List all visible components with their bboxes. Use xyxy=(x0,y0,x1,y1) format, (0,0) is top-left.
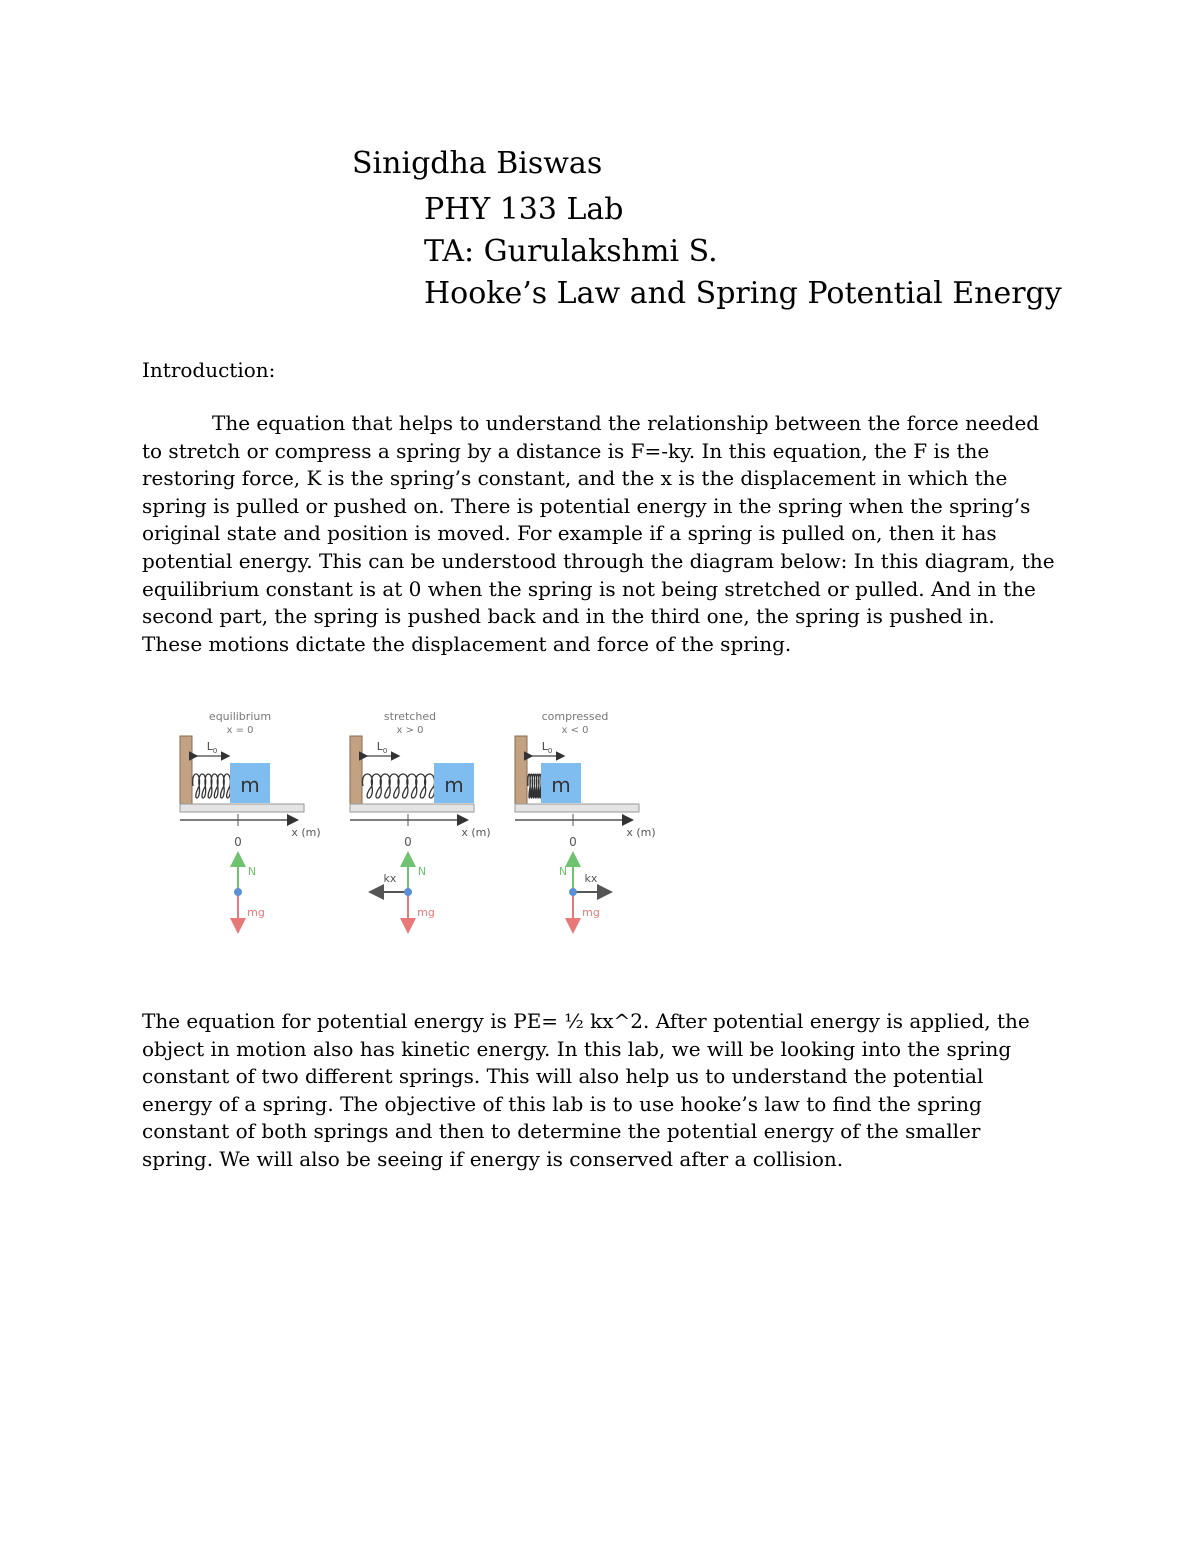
spring-states-diagram xyxy=(170,700,670,940)
floor xyxy=(180,804,304,812)
panel-title: compressed xyxy=(541,710,609,723)
origin-label: 0 xyxy=(234,835,242,849)
weight-label: mg xyxy=(247,906,265,919)
lab-title: Hooke’s Law and Spring Potential Energy xyxy=(424,276,1062,311)
length-label: $L_0$ xyxy=(541,740,553,755)
spring-coil xyxy=(528,774,541,798)
potential-energy-paragraph: The equation for potential energy is PE= ½ kx^2. After potential energy is applied, the object in motion also has kinetic energy. In this lab, we will be looking into the spring constant of two different springs. This will also help us to understand the potential energy of a spring. The objective of this lab is to use hooke’s law to find the spring constant of both springs and then to determine the potential energy of the smaller spring. We will also be seeing if energy is conserved after a collision. xyxy=(142,1009,1030,1171)
origin-label: 0 xyxy=(404,835,412,849)
introduction-heading: Introduction: xyxy=(142,358,276,382)
length-label: $L_0$ xyxy=(206,740,218,755)
spring-force-label: kx xyxy=(584,872,598,885)
introduction-paragraph: The equation that helps to understand the relationship between the force needed to stretch or compress a spring by a distance is F=-ky. In this equation, the F is the restoring force, K is the spring’s constant, and the x is the displacement in which the spring is pulled or pushed on. There is potential energy in the spring when the spring’s original state and position is moved. For example if a spring is pulled on, then it has potential energy. This can be understood through the diagram below: In this diagram, the equilibrium constant is at 0 when the spring is not being stretched or pulled. And in the second part, the spring is pushed back and in the third one, the spring is pushed in. These motions dictate the displacement and force of the spring. xyxy=(142,411,1055,656)
mass-label: m xyxy=(444,773,464,797)
mass-label: m xyxy=(240,773,260,797)
spring-panel-equilibrium xyxy=(180,710,321,930)
origin-label: 0 xyxy=(569,835,577,849)
axis-label: x (m) xyxy=(461,826,491,839)
normal-force-label: N xyxy=(558,865,568,878)
weight-label: mg xyxy=(582,906,600,919)
panel-condition: x > 0 xyxy=(396,725,424,736)
axis-label: x (m) xyxy=(291,826,321,839)
spring-force-label: kx xyxy=(383,872,397,885)
author-name: Sinigdha Biswas xyxy=(352,146,603,181)
spring-coil xyxy=(193,774,231,798)
body-dot xyxy=(569,888,577,896)
mass-label: m xyxy=(551,773,571,797)
length-label: $L_0$ xyxy=(376,740,388,755)
panel-condition: x < 0 xyxy=(561,725,589,736)
panel-title: equilibrium xyxy=(208,710,272,723)
weight-label: mg xyxy=(417,906,435,919)
panel-condition: x = 0 xyxy=(226,725,254,736)
spring-panel-stretched xyxy=(350,710,491,930)
normal-force-label: N xyxy=(247,865,257,878)
course-name: PHY 133 Lab xyxy=(424,192,624,227)
spring-panel-compressed xyxy=(515,710,656,930)
ta-name: TA: Gurulakshmi S. xyxy=(424,234,718,269)
floor xyxy=(350,804,474,812)
spring-coil xyxy=(362,774,434,798)
body-dot xyxy=(404,888,412,896)
wall xyxy=(515,736,527,806)
normal-force-label: N xyxy=(417,865,427,878)
wall xyxy=(180,736,192,806)
axis-label: x (m) xyxy=(626,826,656,839)
floor xyxy=(515,804,639,812)
wall xyxy=(350,736,362,806)
body-dot xyxy=(234,888,242,896)
panel-title: stretched xyxy=(383,710,437,723)
